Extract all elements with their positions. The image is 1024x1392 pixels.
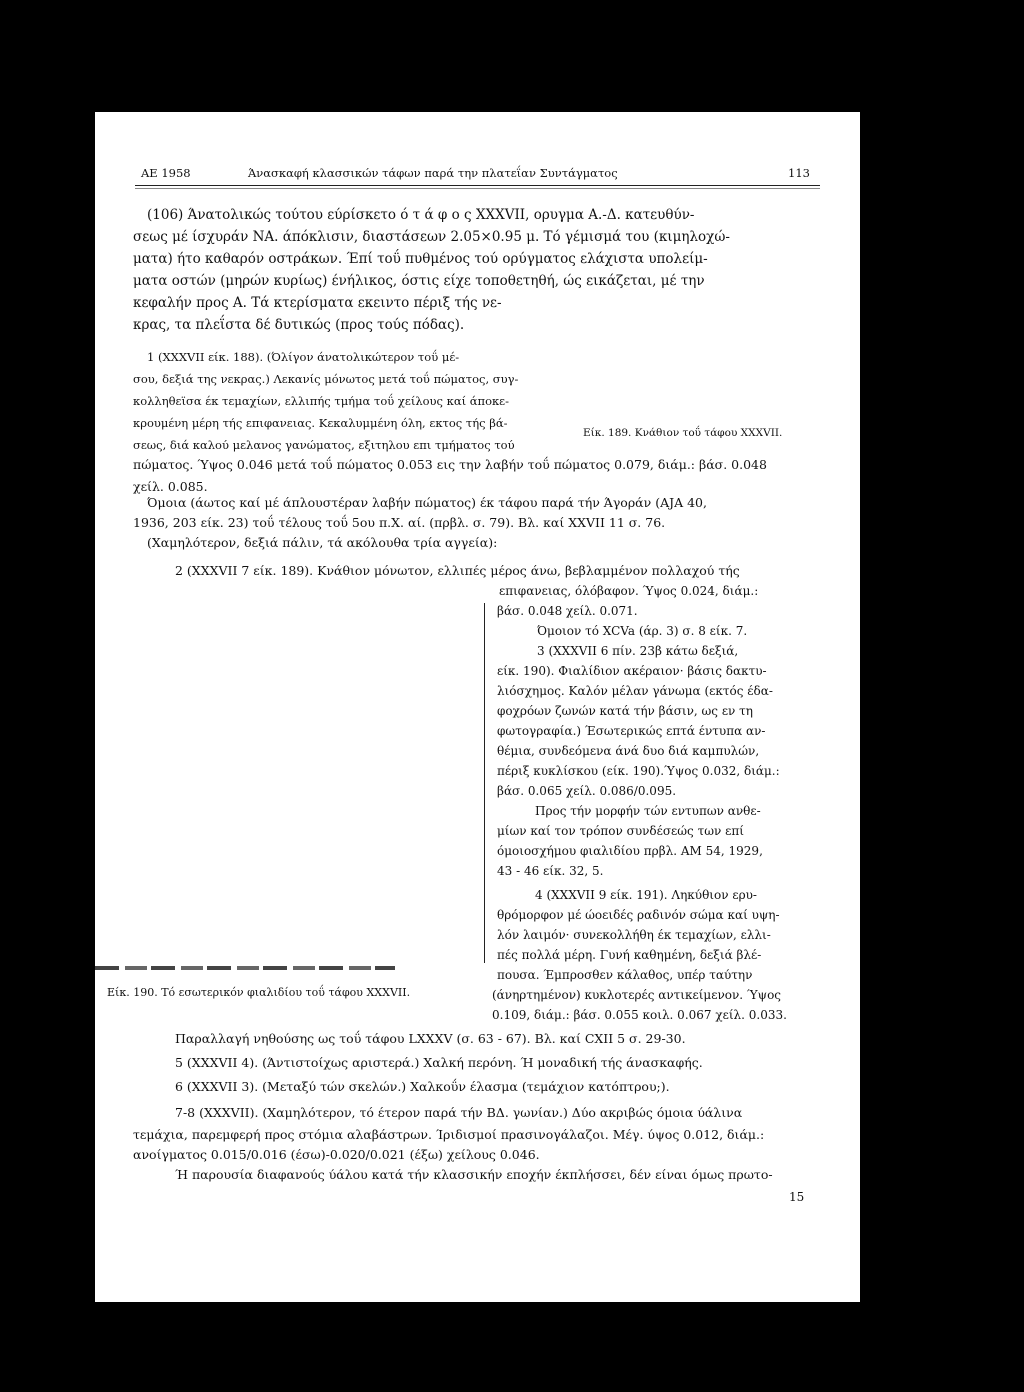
text-line: φοχρόων ζωνών κατά τήν βάσιν, ως εν τη — [497, 704, 753, 718]
text-line: λιόσχημος. Καλόν μέλαν γάνωμα (εκτός έδα- — [497, 684, 773, 698]
text-line: κρουμένη μέρη τής επιφανειας. Κεκαλυμμένη όλη, εκτος τής βά- — [133, 416, 508, 430]
text-line: Προς τήν μορφήν τών εντυπων ανθε- — [535, 804, 761, 818]
text-line: σεως, διά καλού μελανος γανώματος, εξιτηλου επι τμήματος τού — [133, 438, 515, 452]
text-line: (άνηρτημένον) κυκλοτερές αντικείμενον. Ύψος — [492, 988, 782, 1002]
text-line: φωτογραφία.) Έσωτερικώς επτά έντυπα αν- — [497, 724, 766, 738]
text-line: λόν λαιμόν· συνεκολλήθη έκ τεμαχίων, ελλι- — [497, 928, 771, 942]
text-line: μίων καί τον τρόπον συνδέσεώς των επί — [497, 824, 744, 838]
header-rule-2 — [135, 188, 820, 189]
text-line: πώματος. Ύψος 0.046 μετά τοΰ πώματος 0.053 εις την λαβήν τοΰ πώματος 0.079, διάμ.: βάσ. 0.048 — [133, 457, 767, 472]
text-line: κρας, τα πλεΐστα δέ δυτικώς (προς τούς πόδας). — [133, 317, 465, 333]
text-line: 4 (XXXVII 9 είκ. 191). Ληκύθιον ερυ- — [535, 888, 757, 902]
text-line: χείλ. 0.085. — [133, 479, 208, 494]
text-line: 43 - 46 είκ. 32, 5. — [497, 864, 604, 878]
text-line: 6 (XXXVII 3). (Μεταξύ τών σκελών.) Χαλκοΰν έλασμα (τεμάχιον κατόπτρου;). — [175, 1079, 670, 1094]
figure-190-edge — [95, 966, 395, 970]
text-line: σου, δεξιά της νεκρας.) Λεκανίς μόνωτος μετά τοΰ πώματος, συγ- — [133, 372, 519, 386]
text-line: θέμια, συνδεόμενα άνά δυο διά καμπυλών, — [497, 744, 760, 758]
text-line: 5 (XXXVII 4). (Άντιστοίχως αριστερά.) Χαλκή περόνη. Ή μοναδική τής άνασκαφής. — [175, 1055, 703, 1070]
text-line: όμοιοσχήμου φιαλιδίου πρβλ. ΑΜ 54, 1929, — [497, 844, 763, 858]
figure-caption: Είκ. 190. Τό εσωτερικόν φιαλιδίου τοΰ τάφου XXXVII. — [107, 986, 411, 999]
text-line: Όμοιον τό XCVa (άρ. 3) σ. 8 είκ. 7. — [537, 624, 748, 638]
header-rule — [135, 185, 820, 186]
text-line: σεως μέ ίσχυράν ΝΑ. άπόκλισιν, διαστάσεων 2.05×0.95 μ. Τό γέμισμά του (κιμηλοχώ- — [133, 229, 730, 245]
text-line: είκ. 190). Φιαλίδιον ακέραιον· βάσις δακτυ- — [497, 664, 767, 678]
text-line: πές πολλά μέρη. Γυνή καθημένη, δεξιά βλέ- — [497, 948, 762, 962]
signature-mark: 15 — [789, 1190, 805, 1204]
text-line: Ή παρουσία διαφανούς ύάλου κατά τήν κλασσικήν εποχήν έκπλήσσει, δέν είναι όμως πρωτο- — [175, 1167, 773, 1182]
text-line: Παραλλαγή νηθούσης ως τοΰ τάφου LXXXV (σ. 63 - 67). Βλ. καί CXII 5 σ. 29-30. — [175, 1031, 686, 1046]
text-line: 7-8 (XXXVII). (Χαμηλότερον, τό έτερον παρά τήν ΒΔ. γωνίαν.) Δύο ακριβώς όμοια ύάλινα — [175, 1105, 743, 1120]
text-line: 1936, 203 είκ. 23) τοΰ τέλους τοΰ 5ου π.Χ. αί. (πρβλ. σ. 79). Βλ. καί XXVII 11 σ. 76. — [133, 515, 666, 530]
text-line: βάσ. 0.065 χείλ. 0.086/0.095. — [497, 784, 677, 798]
text-line: 3 (XXXVII 6 πίν. 23β κάτω δεξιά, — [537, 644, 739, 658]
text-line: 1 (XXXVII είκ. 188). (Όλίγον άνατολικώτερον τοΰ μέ- — [147, 350, 460, 364]
figure-caption: Είκ. 189. Κνάθιον τοΰ τάφου XXXVII. — [583, 427, 783, 439]
text-line: ματα οστών (μηρών κυρίως) ένήλικος, όστις είχε τοποθετηθή, ώς εικάζεται, μέ την — [133, 273, 705, 289]
running-head-title: Άνασκαφή κλασσικών τάφων παρά την πλατεΐαν Συντάγματος — [248, 166, 618, 180]
text-line: ματα) ήτο καθαρόν οστράκων. Έπί τοΰ πυθμένος τού ορύγματος ελάχιστα υπολείμ- — [133, 251, 708, 267]
text-line: 2 (XXXVII 7 είκ. 189). Κνάθιον μόνωτον, ελλιπές μέρος άνω, βεβλαμμένον πολλαχού τής — [175, 563, 740, 578]
text-line: (Χαμηλότερον, δεξιά πάλιν, τά ακόλουθα τρία αγγεία): — [147, 535, 498, 550]
page — [95, 112, 860, 1302]
text-line: θρόμορφον μέ ώοειδές ραδινόν σώμα καί υψη- — [497, 908, 780, 922]
column-rule — [484, 603, 485, 963]
text-line: βάσ. 0.048 χείλ. 0.071. — [497, 604, 638, 618]
text-line: πουσα. Έμπροσθεν κάλαθος, υπέρ ταύτην — [497, 968, 753, 982]
text-line: επιφανειας, όλόβαφον. Ύψος 0.024, διάμ.: — [499, 584, 759, 598]
text-line: Όμοια (άωτος καί μέ άπλουστέραν λαβήν πώματος) έκ τάφου παρά τήν Άγοράν (AJA 40, — [147, 495, 707, 510]
text-line: κεφαλήν προς Α. Τά κτερίσματα εκειντο πέριξ τής νε- — [133, 295, 502, 311]
text-line: τεμάχια, παρεμφερή προς στόμια αλαβάστρων. Ίριδισμοί πρασινογάλαζοι. Μέγ. ύψος 0.012, διάμ.: — [133, 1127, 765, 1142]
text-line: κολληθεϊσα έκ τεμαχίων, ελλιπής τμήμα τοΰ χείλους καί άποκε- — [133, 394, 510, 408]
text-line: (106) Άνατολικώς τούτου εύρίσκετο ό τ ά φ ο ς XXXVII, ορυγμα Α.-Δ. κατευθύν- — [147, 207, 695, 223]
text-line: ανοίγματος 0.015/0.016 (έσω)-0.020/0.021 (έξω) χείλους 0.046. — [133, 1147, 540, 1162]
page-number: 113 — [788, 166, 810, 180]
text-line: 0.109, διάμ.: βάσ. 0.055 κοιλ. 0.067 χείλ. 0.033. — [492, 1008, 787, 1022]
text-line: πέριξ κυκλίσκου (είκ. 190).Ύψος 0.032, διάμ.: — [497, 764, 780, 778]
running-head-left: ΑΕ 1958 — [141, 166, 191, 180]
